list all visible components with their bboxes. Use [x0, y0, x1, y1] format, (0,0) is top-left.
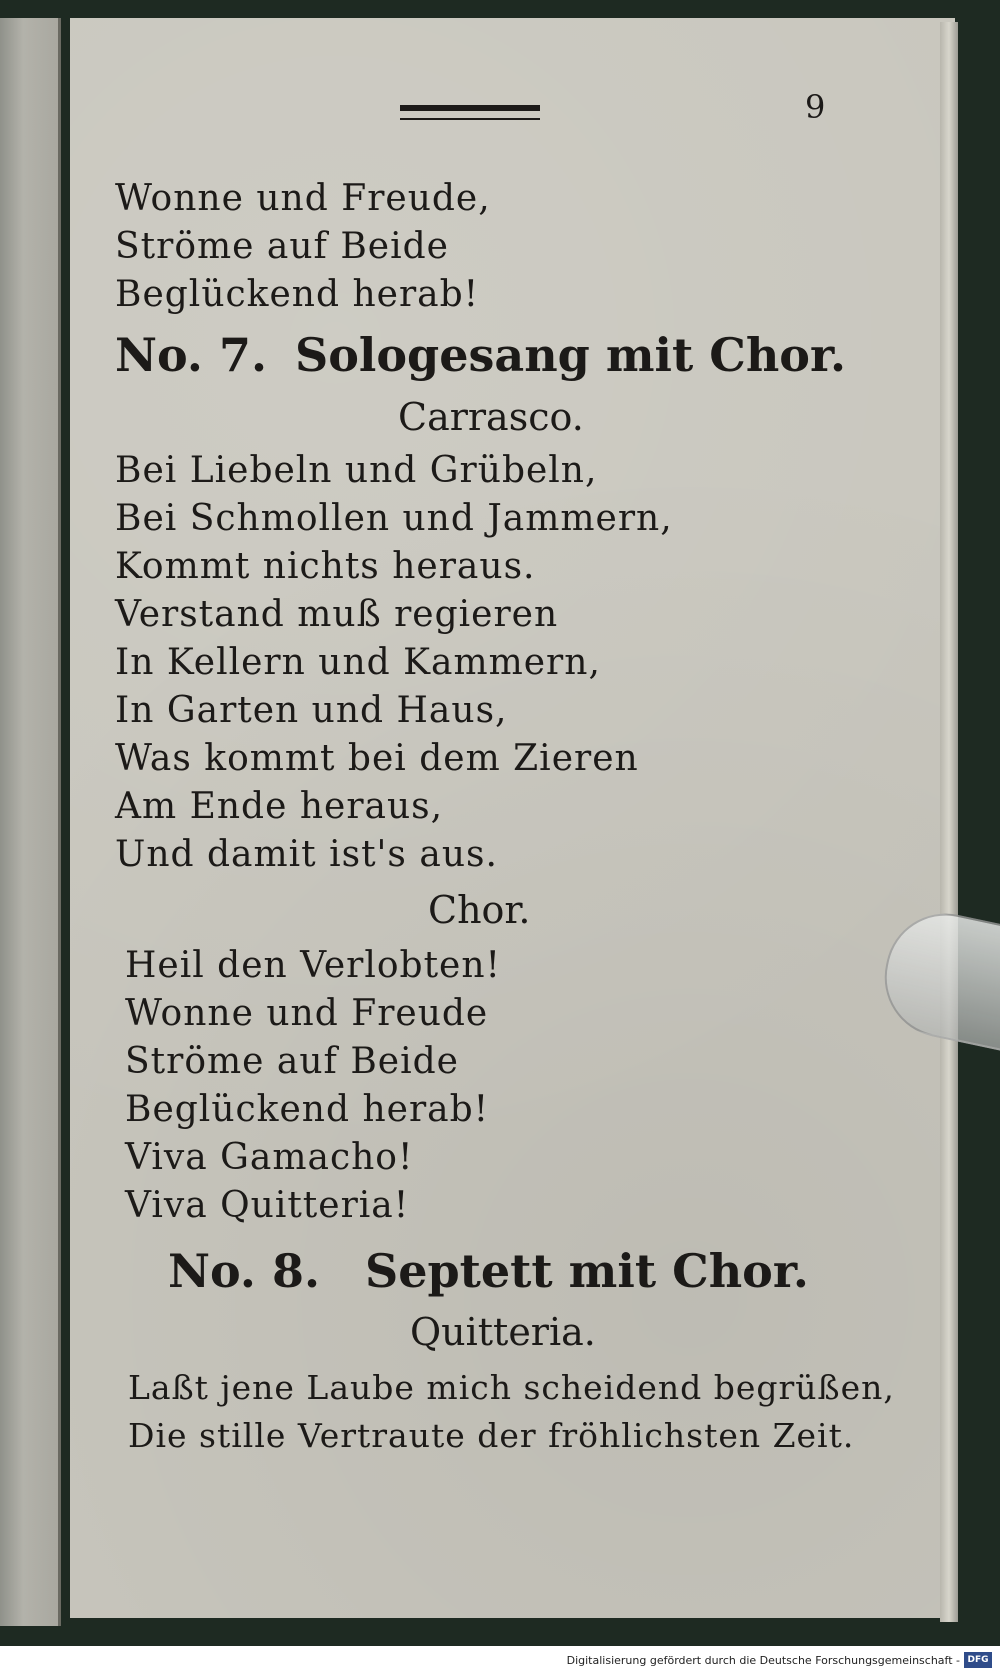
- page-stack-edge: [940, 22, 958, 1622]
- text-line: Verstand muß regieren: [115, 594, 559, 635]
- dfg-logo: DFG: [964, 1652, 992, 1668]
- text-line: Beglückend herab!: [125, 1089, 490, 1130]
- chorus-label: Chor.: [428, 888, 531, 932]
- ornamental-rule-thin: [400, 118, 540, 120]
- text-line: Ströme auf Beide: [115, 226, 449, 267]
- speaker-name: Quitteria.: [410, 1310, 596, 1354]
- text-line: Was kommt bei dem Zieren: [115, 738, 639, 779]
- text-line: Heil den Verlobten!: [125, 945, 502, 986]
- text-line: Wonne und Freude: [125, 993, 489, 1034]
- left-page-edge: [0, 18, 61, 1626]
- section-title: Sologesang mit Chor.: [295, 328, 846, 382]
- text-line: Die stille Vertraute der fröhlichsten Zeit.: [128, 1416, 855, 1455]
- text-line: Bei Schmollen und Jammern,: [115, 498, 673, 539]
- section-number: No. 7.: [115, 328, 267, 382]
- ornamental-rule: [400, 105, 540, 111]
- footer-bar: [0, 1646, 1000, 1677]
- text-line: In Kellern und Kammern,: [115, 642, 601, 683]
- text-line: Beglückend herab!: [115, 274, 480, 315]
- text-line: Viva Gamacho!: [125, 1137, 414, 1178]
- text-line: Wonne und Freude,: [115, 178, 491, 219]
- text-line: Am Ende heraus,: [115, 786, 444, 827]
- text-line: Laßt jene Laube mich scheidend begrüßen,: [128, 1368, 895, 1407]
- text-line: Viva Quitteria!: [125, 1185, 410, 1226]
- text-line: Kommt nichts heraus.: [115, 546, 536, 587]
- text-line: In Garten und Haus,: [115, 690, 508, 731]
- page-number: 9: [805, 88, 826, 126]
- section-number: No. 8.: [168, 1244, 320, 1298]
- text-line: Ströme auf Beide: [125, 1041, 459, 1082]
- footer-credit: Digitalisierung gefördert durch die Deutsche Forschungsgemeinschaft -: [566, 1654, 960, 1667]
- text-line: Bei Liebeln und Grübeln,: [115, 450, 598, 491]
- text-line: Und damit ist's aus.: [115, 834, 498, 875]
- section-title: Septett mit Chor.: [365, 1244, 809, 1298]
- speaker-name: Carrasco.: [398, 395, 584, 439]
